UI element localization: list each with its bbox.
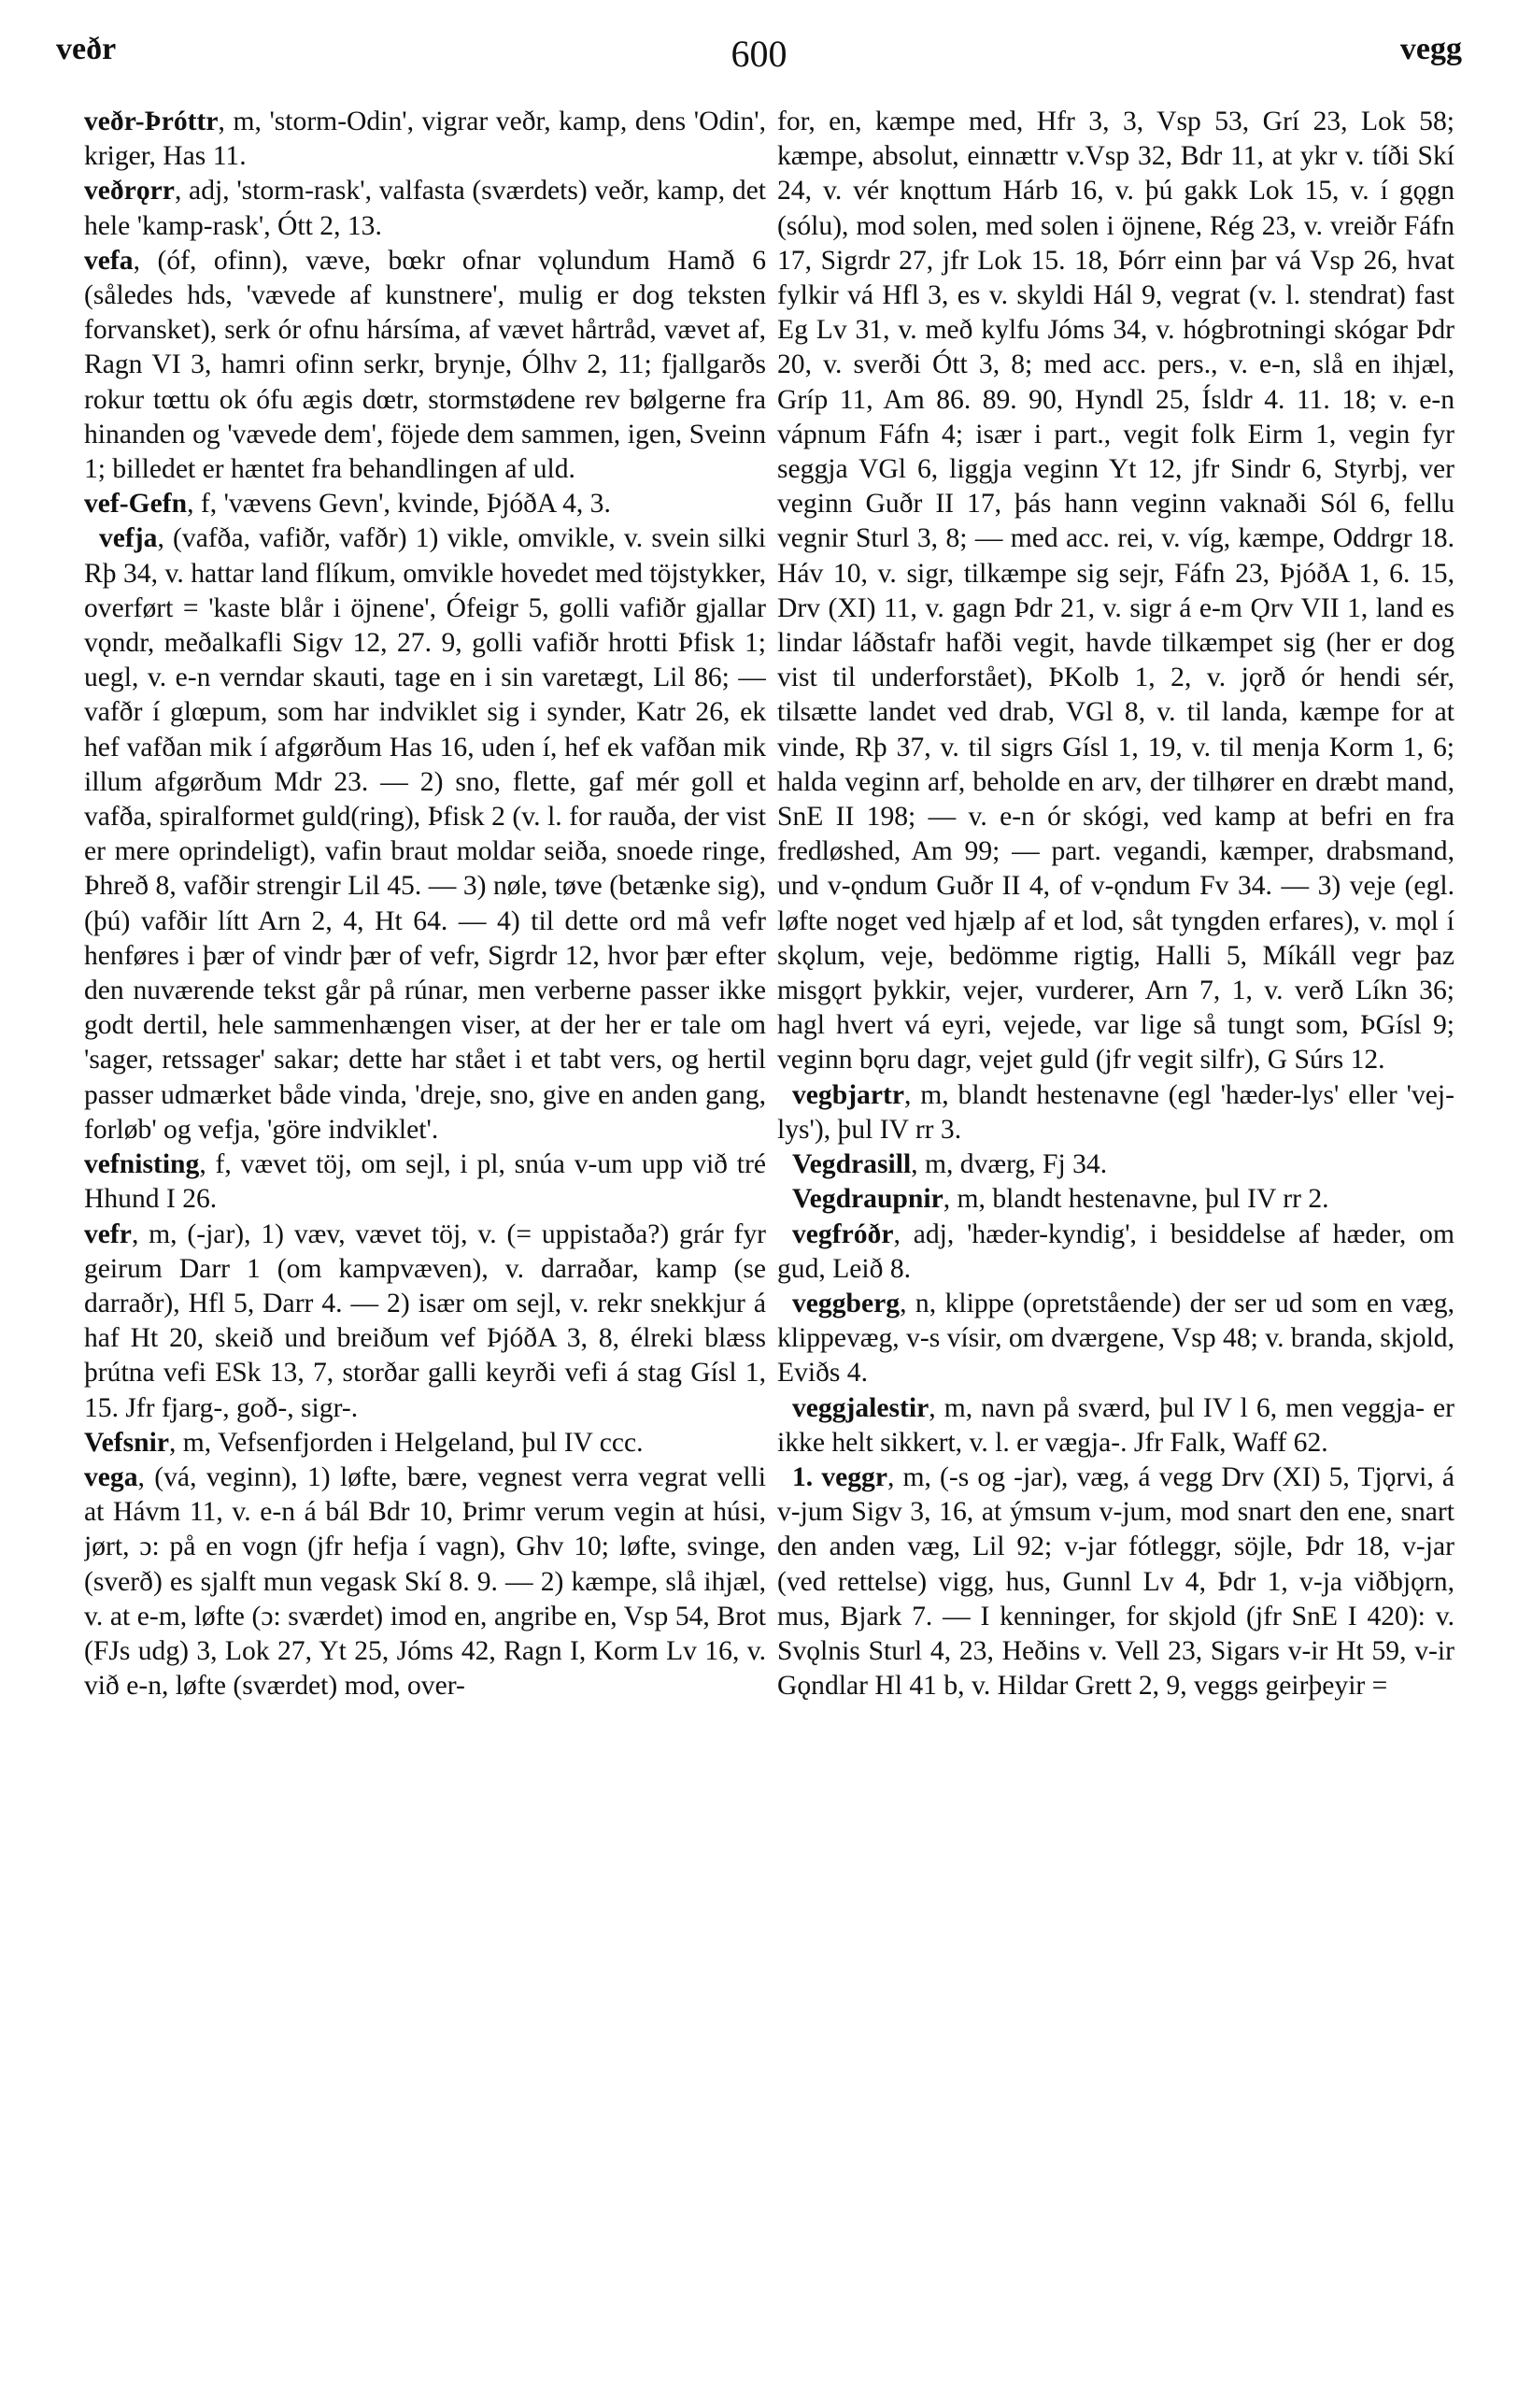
dictionary-entry (84, 487, 766, 521)
dictionary-entry (84, 1218, 766, 1426)
entry-headword: veggjalestir (792, 1392, 929, 1423)
entry-body: , m, dværg, Fj 34. (911, 1149, 1108, 1180)
running-headword-right: vegg (1399, 32, 1462, 66)
entry-body: for, en, kæmpe med, Hfr 3, 3, Vsp 53, Grí 23, Lok 58; kæmpe, absolut, einnættr v.Vsp 32, Bdr 11, at ykr v. tíði Skí 24, v. vér knǫttum Hárb 16, v. þú gakk Lok 15, v. í gǫgn (sólu), mod solen, med solen i öjnene, Rég 23, v. vreiðr Fáfn 17, Sigrdr 27, jfr Lok 15. 18, Þórr einn þar vá Vsp 26, hvat fylkir vá Hfl 3, es v. skyldi Hál 9, vegrat (v. l. stendrat) fast Eg Lv 31, v. með kylfu Jóms 34, v. hógbrotningi skógar Þdr 20, v. sverði Ótt 3, 8; med acc. pers., v. e-n, slå en ihjæl, Gríp 11, Am 86. 89. 90, Hyndl 25, Ísldr 4. 11. 18; v. e-n vápnum Fáfn 4; især i part., vegit folk Eirm 1, vegin fyr seggja VGl 6, liggja veginn Yt 12, jfr Sindr 6, Styrbj, ver veginn Guðr II 17, þás hann veginn vaknaði Sól 6, fellu vegnir Sturl 3, 8; — med acc. rei, v. víg, kæmpe, Oddrgr 18. Háv 10, v. sigr, tilkæmpe sig sejr, Fáfn 23, ÞjóðA 1, 6. 15, Drv (XI) 11, v. gagn Þdr 21, v. sigr á e-m Ǫrv VII 1, land es lindar láðstafr hafði vegit, havde tilkæmpet sig (her er dog vist til underforstået), ÞKolb 1, 2, v. jǫrð ór hendi sér, tilsætte landet ved drab, VGl 8, v. til landa, kæmpe for at vinde, Rþ 37, v. til sigrs Gísl 1, 19, v. til menja Korm 1, 6; halda veginn arf, beholde en arv, der tilhører en dræbt mand, SnE II 198; — v. e-n ór skógi, ved kamp at befri en fra fredløshed, Am 99; — part. vegandi, kæmper, drabsmand, und v-ǫndum Guðr II 4, of v-ǫndum Fv 34. — 3) veje (egl. løfte noget ved hjælp af et lod, såt tyngden erfares), v. mǫl í skǫlum, veje, bedömme rigtig, Halli 5, Míkáll vegr þaz misgǫrt þykkir, vejer, vurderer, Arn 7, 1, v. verð Líkn 36; hagl hvert vá eyri, vejede, var lige så tungt som, ÞGísl 9; veginn bǫru dagr, vejet guld (jfr vegit silfr), G Súrs 12. (777, 107, 1454, 1076)
entry-headword: Vefsnir (84, 1427, 169, 1458)
entry-headword: Vegdraupnir (792, 1184, 943, 1215)
entry-body: , m, navn på sværd, þul IV l 6, men veggja- er ikke helt sikkert, v. l. er vægja-. Jfr Falk, Waff 62. (777, 1392, 1454, 1458)
entry-body: , m, blandt hestenavne (egl 'hæder-lys' eller 'vej-lys'), þul IV rr 3. (777, 1079, 1454, 1145)
entry-body: , n, klippe (opretstående) der ser ud som en væg, klippevæg, v-s vísir, om dværgene, Vsp 48; v. branda, skjold, Eviðs 4. (777, 1288, 1454, 1389)
dictionary-entry (777, 1287, 1454, 1391)
dictionary-entry (777, 1147, 1454, 1182)
dictionary-entry (84, 1460, 766, 1703)
entry-headword: vega (84, 1461, 138, 1492)
entry-headword: vef-Gefn (84, 489, 188, 520)
dictionary-entry (84, 1147, 766, 1217)
dictionary-entry (777, 105, 1454, 1078)
dictionary-entry (777, 1460, 1454, 1703)
entry-headword: vefa (84, 245, 134, 276)
entry-body: , m, (-s og -jar), væg, á vegg Drv (XI) 5, Tjǫrvi, á v-jum Sigv 3, 16, at ýmsum v-jum, mod snart den ene, snart den anden væg, Lil 92; v-jar fótleggr, söjle, Þdr 18, v-jar (ved rettelse) vigg, hus, Gunnl Lv 4, Þdr 1, v-ja viðbjǫrn, mus, Bjark 7. — I kenninger, for skjold (jfr SnE I 420): v. Svǫlnis Sturl 4, 23, Heðins v. Vell 23, Sigars v-ir Ht 59, v-ir Gǫndlar Hl 41 b, v. Hildar Grett 2, 9, veggs geirþeyir = (777, 1461, 1454, 1702)
entry-body: , adj, 'hæder-kyndig', i besiddelse af hæder, om gud, Leið 8. (777, 1218, 1454, 1284)
entry-body: , f, 'vævens Gevn', kvinde, ÞjóðA 4, 3. (187, 489, 611, 520)
entry-headword: vegbjartr (792, 1079, 904, 1110)
entry-headword: veðr-Þróttr (84, 107, 219, 136)
dictionary-entry (777, 1391, 1454, 1460)
left-column (84, 105, 766, 2375)
entry-body: , m, 'storm-Odin', vigrar veðr, kamp, dens 'Odin', kriger, Has 11. (84, 107, 766, 172)
entry-headword: vefr (84, 1218, 132, 1249)
entry-body: , (óf, ofinn), væve, bœkr ofnar vǫlundum Hamð 6 (således hds, 'vævede af kunstnere', mulig er dog teksten forvansket), serk ór ofnu hársíma, af vævet hårtråd, vævet af, Ragn VI 3, hamri ofinn serkr, brynje, Ólhv 2, 11; fjallgarðs rokur tœttu ok ófu ægis dœtr, stormstødene rev bølgerne fra hinanden og 'vævede dem', föjede dem sammen, igen, Sveinn 1; billedet er hæntet fra behandlingen af uld. (84, 245, 766, 485)
right-column (777, 105, 1454, 2375)
entry-body: , (vafða, vafiðr, vafðr) 1) vikle, omvikle, v. svein silki Rþ 34, v. hattar land flíkum, omvikle hovedet med töjstykker, overført = 'kaste blår i öjnene', Ófeigr 5, golli vafiðr gjallar vǫndr, meðalkafli Sigv 12, 27. 9, golli vafiðr hrotti Þfisk 1; uegl, v. e-n verndar skauti, tage en i sin varetægt, Lil 86; — vafðr í glœpum, som har indviklet sig i synder, Katr 26, ek hef vafðan mik í afgørðum Has 16, uden í, hef ek vafðan mik illum afgørðum Mdr 23. — 2) sno, flette, gaf mér goll et vafða, spiralformet guld(ring), Þfisk 2 (v. l. for rauða, der vist er mere oprindeligt), vafin braut moldar seiða, snoede ringe, Þhreð 8, vafðir strengir Lil 45. — 3) nøle, tøve (betænke sig), (þú) vafðir lítt Arn 2, 4, Ht 64. — 4) til dette ord må vefr henføres i þær of vindr þær of vefr, Sigrdr 12, hvor þær efter den nuværende tekst går på rúnar, men verberne passer ikke godt dertil, hele sammenhængen viser, at der her er tale om 'sager, retssager' sakar; dette har stået i et tabt vers, og hertil passer udmærket både vinda, 'dreje, sno, give en anden gang, forløb' og vefja, 'göre indviklet'. (84, 523, 766, 1145)
entry-headword: veðrǫrr (84, 176, 175, 207)
dictionary-entry (84, 174, 766, 243)
dictionary-entry (84, 521, 766, 1147)
entry-body: , m, (-jar), 1) væv, vævet töj, v. (= uppistaða?) grár fyr geirum Darr 1 (om kampvæven), v. darraðar, kamp (se darraðr), Hfl 5, Darr 4. — 2) især om sejl, v. rekr snekkjur á haf Ht 20, skeið und breiðum vef ÞjóðA 3, 8, élreki blæss þrútna vefi ESk 13, 7, storðar galli keyrði vefi á stag Gísl 1, 15. Jfr fjarg-, goð-, sigr-. (84, 1218, 766, 1423)
entry-body: , (vá, veginn), 1) løfte, bære, vegnest verra vegrat velli at Hávm 11, v. e-n á bál Bdr 10, Þrimr verum vegin at húsi, jørt, ɔ: på en vogn (jfr hefja í vagn), Ghv 10; løfte, svinge, (sverð) es sjalft mun vegask Skí 8. 9. — 2) kæmpe, slå ihjæl, v. at e-m, løfte (ɔ: sværdet) imod en, angribe en, Vsp 54, Brot (FJs udg) 3, Lok 27, Yt 25, Jóms 42, Ragn I, Korm Lv 16, v. við e-n, løfte (sværdet) mod, over- (84, 1461, 766, 1702)
entry-headword: veggberg (792, 1288, 901, 1318)
dictionary-entry (84, 1426, 766, 1460)
entry-body: , f, vævet töj, om sejl, i pl, snúa v-um upp við tré Hhund I 26. (84, 1149, 766, 1215)
entry-body: , m, blandt hestenavne, þul IV rr 2. (943, 1184, 1329, 1215)
page-header (56, 32, 1462, 78)
entry-headword: Vegdrasill (792, 1149, 912, 1180)
dictionary-entry (777, 1218, 1454, 1287)
entry-headword: 1. veggr (792, 1461, 887, 1492)
entry-body: , m, Vefsenfjorden i Helgeland, þul IV ccc. (168, 1427, 644, 1458)
entry-headword: vefnisting (84, 1149, 200, 1180)
entry-headword: vefja (99, 523, 158, 554)
entry-headword: vegfróðr (792, 1218, 894, 1249)
dictionary-entry (777, 1182, 1454, 1217)
page-number: 600 (731, 33, 787, 75)
running-headword-left: veðr (56, 32, 117, 66)
dictionary-entry (84, 244, 766, 487)
dictionary-entry (777, 1078, 1454, 1147)
entry-body: , adj, 'storm-rask', valfasta (sværdets) veðr, kamp, det hele 'kamp-rask', Ótt 2, 13. (84, 176, 766, 241)
dictionary-entry (84, 105, 766, 174)
